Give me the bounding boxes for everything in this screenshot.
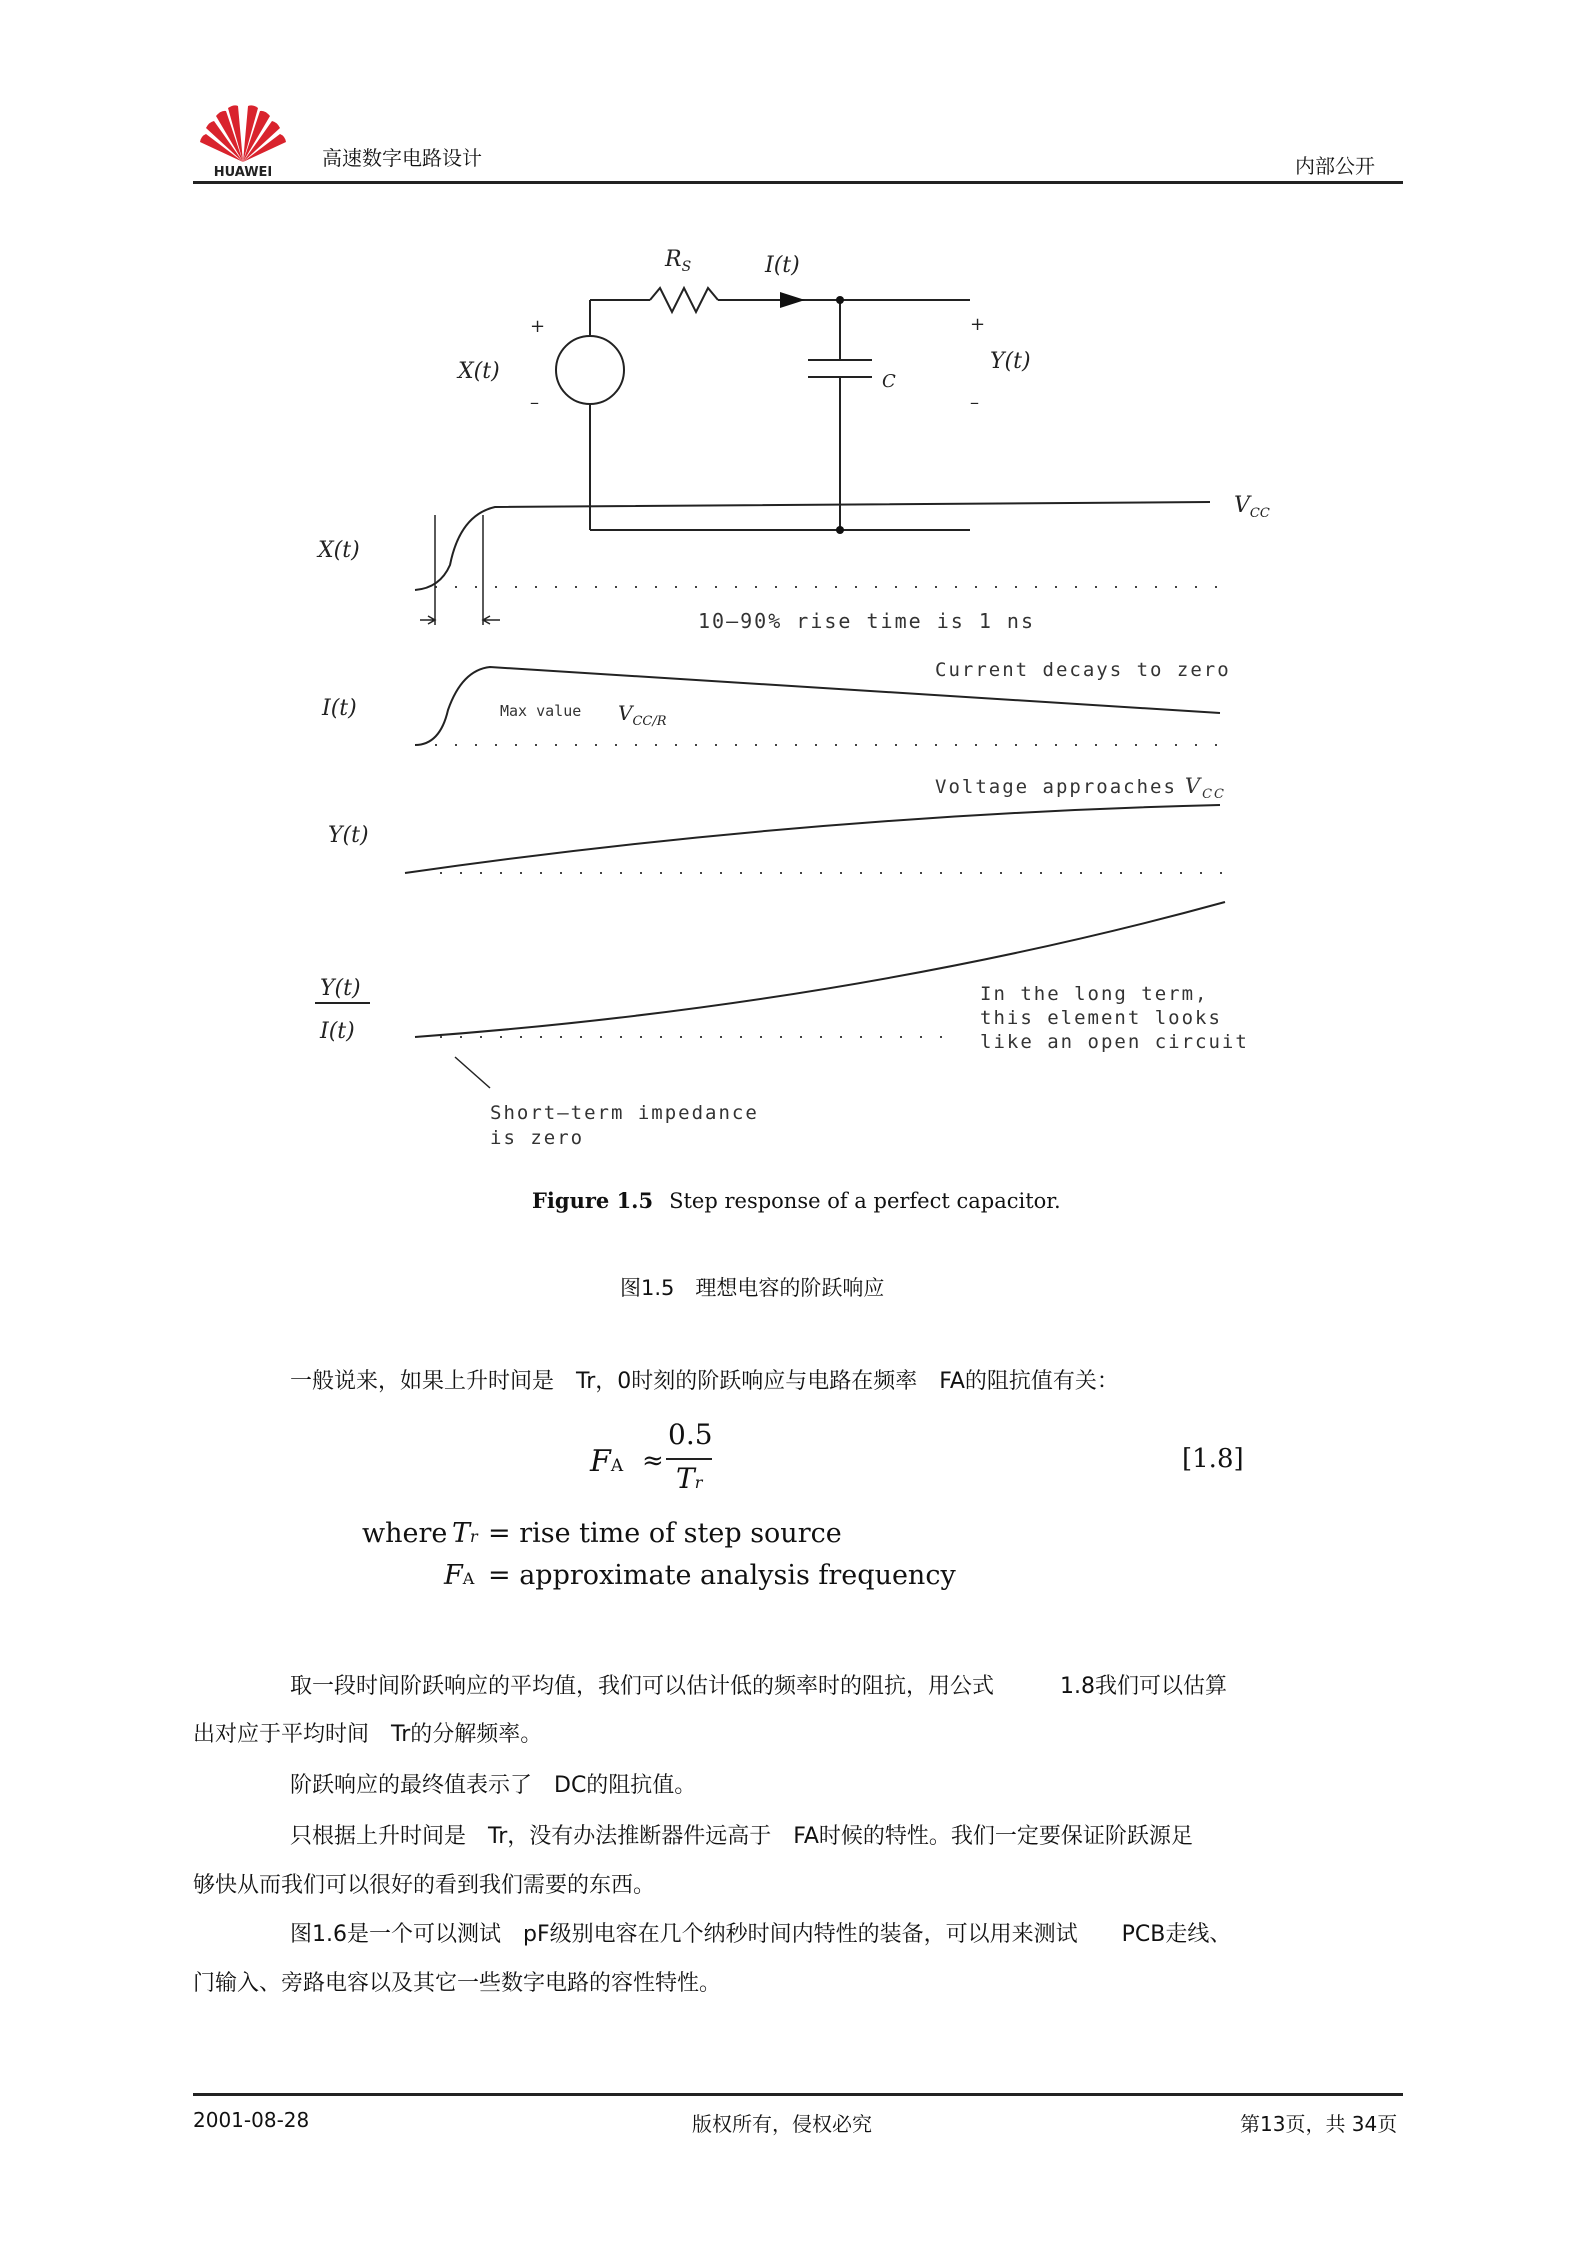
yt-label: Y(t) xyxy=(990,349,1031,374)
footer-rule xyxy=(193,2093,1403,2096)
equation-1-8 xyxy=(590,1418,1250,1508)
eq-lhs: FA xyxy=(590,1444,624,1479)
rise-arrow-right xyxy=(483,616,500,624)
where-label: where xyxy=(362,1518,448,1549)
it-axis-label: I(t) xyxy=(322,696,357,721)
where-def-tr: = rise time of step source xyxy=(488,1518,842,1549)
junction-bottom xyxy=(836,526,844,534)
ratio-denominator: I(t) xyxy=(320,1019,355,1044)
rise-time-note: 10–90% rise time is 1 ns xyxy=(698,609,1035,633)
short-term-pointer xyxy=(455,1057,490,1088)
logo-text: HUAWEI xyxy=(213,165,273,178)
capacitor-c xyxy=(808,300,872,530)
footer-page-number: 第13页，共 34页 xyxy=(1240,2112,1398,2136)
xt-label: X(t) xyxy=(458,359,500,384)
rise-arrow-left xyxy=(420,616,435,624)
intro-paragraph: 一般说来，如果上升时间是 Tr，0时刻的阶跃响应与电路在频率 FA的阻抗值有关： xyxy=(290,1369,1119,1394)
xt-waveform-group xyxy=(316,493,1270,633)
para-4-line-1: 图1.6是一个可以测试 pF级别电容在几个纳秒时间内特性的装备，可以用来测试 PCB走线、 xyxy=(290,1922,1232,1947)
footer-date: 2001-08-28 xyxy=(193,2108,310,2132)
impedance-waveform-group xyxy=(315,902,1249,1149)
junction-top xyxy=(836,296,844,304)
short-term-note-1: Short–term impedance xyxy=(490,1102,759,1124)
output-minus: – xyxy=(970,392,979,413)
para-1-line-2: 出对应于平均时间 Tr的分解频率。 xyxy=(193,1722,543,1747)
max-value-note: Max value xyxy=(500,702,582,720)
para-2: 阶跃响应的最终值表示了 DC的阻抗值。 xyxy=(290,1773,697,1798)
where-tr: Tr xyxy=(452,1518,478,1549)
doc-title: 高速数字电路设计 xyxy=(322,146,482,170)
long-term-note-3: like an open circuit xyxy=(980,1031,1249,1053)
eq-denominator: Tr xyxy=(676,1462,703,1495)
xt-axis-label: X(t) xyxy=(318,538,360,563)
para-3-line-2: 够快从而我们可以很好的看到我们需要的东西。 xyxy=(193,1873,656,1898)
max-value-vcc: $V_{CC/R}$ xyxy=(618,701,667,729)
eq-fraction-bar xyxy=(666,1458,712,1460)
eq-number: [1.8] xyxy=(1182,1444,1244,1474)
source-plus: + xyxy=(530,316,546,337)
rs-label: $R_S$ xyxy=(665,247,692,275)
ratio-numerator: Y(t) xyxy=(320,976,361,1001)
classification-label: 内部公开 xyxy=(1295,154,1375,178)
it-waveform-group xyxy=(321,659,1231,745)
footer-copyright: 版权所有，侵权必究 xyxy=(692,2112,872,2136)
figure-caption-en: Figure 1.5 Step response of a perfect capacitor. xyxy=(532,1188,1061,1213)
equation-where xyxy=(362,1518,1062,1608)
para-1-line-1: 取一段时间阶跃响应的平均值，我们可以估计低的频率时的阻抗，用公式 1.8我们可以估算 xyxy=(290,1674,1227,1699)
yt-waveform xyxy=(405,805,1220,873)
yt-waveform-group xyxy=(328,774,1226,873)
short-term-note-2: is zero xyxy=(490,1127,585,1149)
output-plus: + xyxy=(970,314,986,335)
para-3-line-1: 只根据上升时间是 Tr，没有办法推断器件远高于 FA时候的特性。我们一定要保证阶跃源足 xyxy=(290,1824,1193,1849)
yt-axis-label: Y(t) xyxy=(328,823,369,848)
huawei-logo xyxy=(198,100,288,178)
current-arrow xyxy=(780,292,805,308)
long-term-note-2: this element looks xyxy=(980,1007,1222,1029)
para-4-line-2: 门输入、旁路电容以及其它一些数字电路的容性特性。 xyxy=(193,1971,722,1996)
voltage-approach-note: Voltage approaches $V_{CC}$ xyxy=(935,774,1226,802)
figure-1-5 xyxy=(290,230,1290,1230)
eq-numerator: 0.5 xyxy=(668,1418,713,1451)
where-fa: FA xyxy=(444,1560,475,1591)
c-label: C xyxy=(882,371,896,392)
it-label: I(t) xyxy=(765,253,800,278)
long-term-note-1: In the long term, xyxy=(980,983,1209,1005)
eq-approx: ≈ xyxy=(642,1446,664,1476)
xt-waveform xyxy=(415,502,1210,590)
figure-caption-cn: 图1.5 理想电容的阶跃响应 xyxy=(620,1276,885,1300)
current-decay-note: Current decays to zero xyxy=(935,659,1231,681)
resistor-rs xyxy=(650,288,718,312)
vcc-label: $V_{CC}$ xyxy=(1234,493,1270,521)
circuit-diagram xyxy=(556,288,970,530)
header xyxy=(0,0,1593,190)
voltage-source xyxy=(556,336,624,404)
source-minus: – xyxy=(530,392,539,413)
header-rule xyxy=(193,181,1403,184)
circuit-wire-top-left xyxy=(590,300,650,530)
where-def-fa: = approximate analysis frequency xyxy=(488,1560,956,1591)
